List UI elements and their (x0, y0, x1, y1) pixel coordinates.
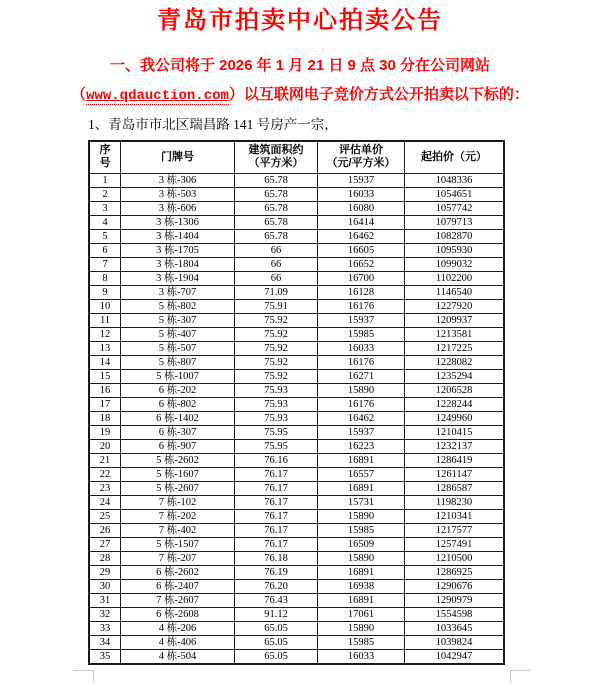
table-cell: 16938 (318, 579, 405, 593)
table-cell: 5 栋-507 (121, 341, 235, 355)
table-cell: 27 (89, 537, 121, 551)
table-cell: 7 栋-202 (121, 509, 235, 523)
table-cell: 65.05 (235, 635, 318, 649)
table-row (89, 229, 504, 243)
table-row (89, 551, 504, 565)
table-cell: 75.92 (235, 369, 318, 383)
table-row (89, 299, 504, 313)
table-cell: 76.16 (235, 453, 318, 467)
table-cell: 1235294 (405, 369, 505, 383)
table-cell: 20 (89, 439, 121, 453)
table-cell: 9 (89, 285, 121, 299)
table-cell: 3 栋-1404 (121, 229, 235, 243)
table-cell: 3 (89, 201, 121, 215)
table-cell: 1042947 (405, 649, 505, 664)
table-cell: 4 栋-206 (121, 621, 235, 635)
table-cell: 5 栋-2602 (121, 453, 235, 467)
table-cell: 75.93 (235, 411, 318, 425)
table-cell: 3 栋-306 (121, 173, 235, 187)
table-cell: 75.91 (235, 299, 318, 313)
table-cell: 65.78 (235, 215, 318, 229)
table-cell: 6 栋-2602 (121, 565, 235, 579)
table-cell: 5 栋-2607 (121, 481, 235, 495)
table-cell: 30 (89, 579, 121, 593)
table-cell: 75.92 (235, 355, 318, 369)
table-cell: 19 (89, 425, 121, 439)
table-cell: 76.18 (235, 551, 318, 565)
table-cell: 15937 (318, 173, 405, 187)
table-cell: 75.92 (235, 341, 318, 355)
table-row (89, 271, 504, 285)
table-cell: 1206528 (405, 383, 505, 397)
table-cell: 33 (89, 621, 121, 635)
table-cell: 76.19 (235, 565, 318, 579)
table-cell: 1286587 (405, 481, 505, 495)
table-cell: 16605 (318, 243, 405, 257)
table-cell: 12 (89, 327, 121, 341)
page-title: 青岛市拍卖中心拍卖公告 (157, 7, 443, 34)
table-cell: 1079713 (405, 215, 505, 229)
table-cell: 1232137 (405, 439, 505, 453)
table-cell: 17061 (318, 607, 405, 621)
intro-line-2-text: ）以互联网电子竞价方式公开拍卖以下标的： (228, 85, 529, 103)
table-cell: 65.78 (235, 187, 318, 201)
table-cell: 6 栋-907 (121, 439, 235, 453)
table-row (89, 327, 504, 341)
table-cell: 10 (89, 299, 121, 313)
table-cell: 16176 (318, 397, 405, 411)
table-row (89, 201, 504, 215)
table-row (89, 215, 504, 229)
table-cell: 75.93 (235, 383, 318, 397)
table-cell: 4 (89, 215, 121, 229)
table-cell: 16891 (318, 565, 405, 579)
column-header: 评估单价 （元/平方米） (318, 141, 405, 174)
table-cell: 6 栋-307 (121, 425, 235, 439)
table-cell: 14 (89, 355, 121, 369)
table-cell: 4 栋-504 (121, 649, 235, 664)
table-row (89, 537, 504, 551)
table-cell: 15890 (318, 551, 405, 565)
table-cell: 29 (89, 565, 121, 579)
table-row (89, 565, 504, 579)
table-cell: 16223 (318, 439, 405, 453)
table-cell: 31 (89, 593, 121, 607)
auction-lots-table (88, 140, 505, 665)
table-cell: 16080 (318, 201, 405, 215)
table-cell: 75.95 (235, 425, 318, 439)
table-cell: 3 栋-707 (121, 285, 235, 299)
table-cell: 5 栋-1507 (121, 537, 235, 551)
table-cell: 26 (89, 523, 121, 537)
intro-paren-open: （ (71, 85, 87, 103)
table-row (89, 355, 504, 369)
table-row (89, 523, 504, 537)
table-cell: 3 栋-1306 (121, 215, 235, 229)
table-cell: 76.17 (235, 523, 318, 537)
column-header: 起拍价（元） (405, 141, 505, 174)
table-cell: 15731 (318, 495, 405, 509)
table-cell: 16033 (318, 341, 405, 355)
table-cell: 66 (235, 271, 318, 285)
intro-line-2 (0, 86, 600, 106)
table-cell: 3 栋-1904 (121, 271, 235, 285)
table-cell: 1261147 (405, 467, 505, 481)
table-cell: 1 (89, 173, 121, 187)
table-cell: 65.78 (235, 229, 318, 243)
table-row (89, 579, 504, 593)
table-cell: 1039824 (405, 635, 505, 649)
table-row (89, 621, 504, 635)
table-cell: 1249960 (405, 411, 505, 425)
table-cell: 1054651 (405, 187, 505, 201)
table-cell: 4 栋-406 (121, 635, 235, 649)
table-cell: 25 (89, 509, 121, 523)
table-cell: 15890 (318, 621, 405, 635)
table-row (89, 509, 504, 523)
intro-line-1: 一、我公司将于 2026 年 1 月 21 日 9 点 30 分在公司网站 (109, 56, 491, 74)
table-cell: 1210341 (405, 509, 505, 523)
table-cell: 16891 (318, 593, 405, 607)
table-row (89, 411, 504, 425)
table-cell: 32 (89, 607, 121, 621)
table-cell: 35 (89, 649, 121, 664)
table-body (89, 173, 504, 664)
auction-notice-page (0, 7, 600, 665)
table-cell: 15890 (318, 509, 405, 523)
table-cell: 66 (235, 243, 318, 257)
table-cell: 16176 (318, 355, 405, 369)
table-row (89, 439, 504, 453)
table-cell: 34 (89, 635, 121, 649)
column-header: 门牌号 (121, 141, 235, 174)
table-cell: 15937 (318, 425, 405, 439)
table-cell: 18 (89, 411, 121, 425)
table-cell: 1099032 (405, 257, 505, 271)
table-cell: 5 栋-407 (121, 327, 235, 341)
table-cell: 1082870 (405, 229, 505, 243)
table-cell: 1217225 (405, 341, 505, 355)
table-cell: 3 栋-1804 (121, 257, 235, 271)
table-cell: 16700 (318, 271, 405, 285)
table-cell: 71.09 (235, 285, 318, 299)
table-cell: 6 栋-2608 (121, 607, 235, 621)
table-cell: 11 (89, 313, 121, 327)
table-cell: 75.92 (235, 327, 318, 341)
table-cell: 1033645 (405, 621, 505, 635)
lot-description: 1、青岛市市北区瑞昌路 141 号房产一宗， (88, 117, 338, 133)
table-cell: 15985 (318, 523, 405, 537)
table-cell: 1290676 (405, 579, 505, 593)
table-cell: 6 栋-1402 (121, 411, 235, 425)
table-cell: 15890 (318, 383, 405, 397)
table-cell: 76.20 (235, 579, 318, 593)
table-cell: 7 栋-102 (121, 495, 235, 509)
table-cell: 5 栋-807 (121, 355, 235, 369)
table-cell: 75.95 (235, 439, 318, 453)
column-header: 序 号 (89, 141, 121, 174)
table-cell: 1228244 (405, 397, 505, 411)
table-cell: 15985 (318, 635, 405, 649)
table-row (89, 257, 504, 271)
table-row (89, 313, 504, 327)
table-cell: 76.43 (235, 593, 318, 607)
table-row (89, 187, 504, 201)
table-cell: 7 栋-2607 (121, 593, 235, 607)
table-cell: 7 栋-402 (121, 523, 235, 537)
table-row (89, 607, 504, 621)
table-cell: 76.17 (235, 495, 318, 509)
table-row (89, 369, 504, 383)
table-row (89, 593, 504, 607)
table-cell: 17 (89, 397, 121, 411)
table-cell: 1257491 (405, 537, 505, 551)
table-cell: 1210415 (405, 425, 505, 439)
table-row (89, 425, 504, 439)
table-cell: 6 (89, 243, 121, 257)
table-cell: 21 (89, 453, 121, 467)
table-row (89, 173, 504, 187)
table-cell: 91.12 (235, 607, 318, 621)
table-header-row (89, 141, 504, 174)
table-cell: 16891 (318, 453, 405, 467)
table-cell: 3 栋-606 (121, 201, 235, 215)
table-cell: 75.93 (235, 397, 318, 411)
table-cell: 65.78 (235, 173, 318, 187)
column-header: 建筑面积约 （平方米） (235, 141, 318, 174)
table-cell: 76.17 (235, 537, 318, 551)
table-row (89, 285, 504, 299)
table-cell: 1095930 (405, 243, 505, 257)
table-cell: 15 (89, 369, 121, 383)
table-cell: 6 栋-802 (121, 397, 235, 411)
table-cell: 76.17 (235, 509, 318, 523)
table-row (89, 481, 504, 495)
table-cell: 1057742 (405, 201, 505, 215)
table-cell: 1198230 (405, 495, 505, 509)
table-cell: 16509 (318, 537, 405, 551)
table-cell: 16891 (318, 481, 405, 495)
table-cell: 5 栋-1007 (121, 369, 235, 383)
table-cell: 16271 (318, 369, 405, 383)
auction-website-link[interactable]: www.qdauction.com (86, 87, 229, 104)
table-cell: 1213581 (405, 327, 505, 341)
table-cell: 5 栋-1607 (121, 467, 235, 481)
table-row (89, 495, 504, 509)
table-cell: 16557 (318, 467, 405, 481)
table-cell: 65.05 (235, 649, 318, 664)
table-cell: 3 栋-503 (121, 187, 235, 201)
table-row (89, 467, 504, 481)
table-row (89, 649, 504, 664)
table-cell: 1286419 (405, 453, 505, 467)
table-cell: 15937 (318, 313, 405, 327)
table-cell: 28 (89, 551, 121, 565)
table-cell: 66 (235, 257, 318, 271)
table-cell: 1146540 (405, 285, 505, 299)
table-row (89, 341, 504, 355)
table-cell: 16128 (318, 285, 405, 299)
table-cell: 1217577 (405, 523, 505, 537)
table-cell: 6 栋-202 (121, 383, 235, 397)
table-cell: 16033 (318, 649, 405, 664)
table-cell: 1290979 (405, 593, 505, 607)
table-row (89, 635, 504, 649)
table-cell: 5 栋-802 (121, 299, 235, 313)
table-cell: 65.05 (235, 621, 318, 635)
table-cell: 16 (89, 383, 121, 397)
table-cell: 76.17 (235, 481, 318, 495)
table-cell: 16414 (318, 215, 405, 229)
table-row (89, 453, 504, 467)
table-cell: 1228082 (405, 355, 505, 369)
table-cell: 3 栋-1705 (121, 243, 235, 257)
table-cell: 22 (89, 467, 121, 481)
table-cell: 16176 (318, 299, 405, 313)
table-cell: 1554598 (405, 607, 505, 621)
table-cell: 1048336 (405, 173, 505, 187)
table-cell: 1286925 (405, 565, 505, 579)
table-cell: 16462 (318, 229, 405, 243)
table-cell: 2 (89, 187, 121, 201)
table-cell: 7 栋-207 (121, 551, 235, 565)
table-cell: 16462 (318, 411, 405, 425)
table-cell: 5 (89, 229, 121, 243)
table-cell: 1102200 (405, 271, 505, 285)
table-row (89, 383, 504, 397)
table-cell: 76.17 (235, 467, 318, 481)
table-cell: 1227920 (405, 299, 505, 313)
table-cell: 16033 (318, 187, 405, 201)
table-cell: 7 (89, 257, 121, 271)
table-cell: 1209937 (405, 313, 505, 327)
table-cell: 15985 (318, 327, 405, 341)
table-row (89, 397, 504, 411)
table-row (89, 243, 504, 257)
table-cell: 1210500 (405, 551, 505, 565)
table-cell: 24 (89, 495, 121, 509)
table-cell: 75.92 (235, 313, 318, 327)
table-cell: 8 (89, 271, 121, 285)
table-cell: 23 (89, 481, 121, 495)
table-cell: 6 栋-2407 (121, 579, 235, 593)
table-cell: 16652 (318, 257, 405, 271)
table-cell: 13 (89, 341, 121, 355)
table-cell: 65.78 (235, 201, 318, 215)
table-cell: 5 栋-307 (121, 313, 235, 327)
